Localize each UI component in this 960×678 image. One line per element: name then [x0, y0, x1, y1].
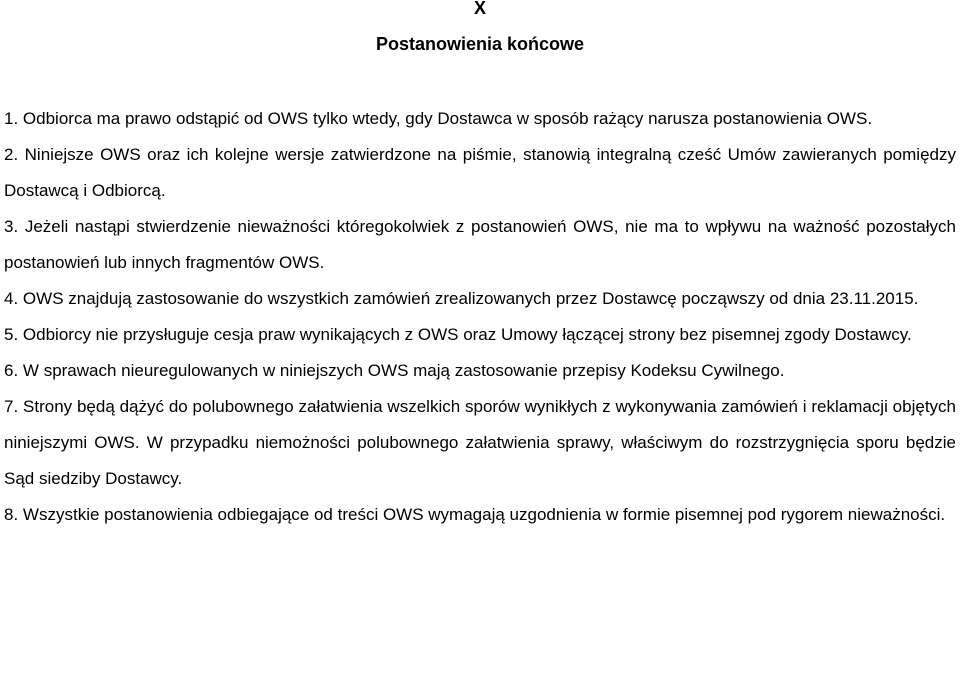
- paragraph-number: 1.: [4, 109, 19, 128]
- paragraph-number: 3.: [4, 217, 19, 236]
- section-title: Postanowienia końcowe: [375, 34, 585, 54]
- paragraph-4: [4, 281, 956, 317]
- paragraph-text: W sprawach nieuregulowanych w niniejszych OWS mają zastosowanie przepisy Kodeksu Cywilnego.: [22, 361, 785, 380]
- paragraph-number: 7.: [4, 397, 19, 416]
- paragraph-8: [4, 497, 956, 533]
- paragraph-3: [4, 209, 956, 281]
- document-body: [4, 101, 956, 533]
- paragraph-number: 5.: [4, 325, 19, 344]
- paragraph-text: OWS znajdują zastosowanie do wszystkich zamówień zrealizowanych przez Dostawcę począwszy od dnia 23.11.2015.: [22, 289, 919, 308]
- paragraph-text: Odbiorcy nie przysługuje cesja praw wynikających z OWS oraz Umowy łączącej strony bez pisemnej zgody Dostawcy.: [22, 325, 912, 344]
- paragraph-text: Strony będą dążyć do polubownego załatwienia wszelkich sporów wynikłych z wykonywania zamówień i reklamacji objętych niniejszymi OWS. W przypadku niemożności polubownego załatwienia sprawy, właściwym do rozstrzygnięcia sporu będzie Sąd siedziby Dostawcy.: [4, 397, 956, 488]
- paragraph-text: Niniejsze OWS oraz ich kolejne wersje zatwierdzone na piśmie, stanowią integralną cześć Umów zawieranych pomiędzy Dostawcą i Odbiorcą.: [4, 145, 956, 200]
- paragraph-2: [4, 137, 956, 209]
- paragraph-number: 4.: [4, 289, 19, 308]
- paragraph-6: [4, 353, 956, 389]
- paragraph-text: Wszystkie postanowienia odbiegające od treści OWS wymagają uzgodnienia w formie pisemnej pod rygorem nieważności.: [22, 505, 946, 524]
- paragraph-5: [4, 317, 956, 353]
- paragraph-text: Jeżeli nastąpi stwierdzenie nieważności któregokolwiek z postanowień OWS, nie ma to wpływu na ważność pozostałych postanowień lub innych fragmentów OWS.: [4, 217, 956, 272]
- paragraph-number: 2.: [4, 145, 19, 164]
- paragraph-text: Odbiorca ma prawo odstąpić od OWS tylko wtedy, gdy Dostawca w sposób rażący narusza postanowienia OWS.: [22, 109, 873, 128]
- paragraph-7: [4, 389, 956, 497]
- paragraph-1: [4, 101, 956, 137]
- paragraph-number: 6.: [4, 361, 19, 380]
- section-number: X: [473, 0, 486, 18]
- paragraph-number: 8.: [4, 505, 19, 524]
